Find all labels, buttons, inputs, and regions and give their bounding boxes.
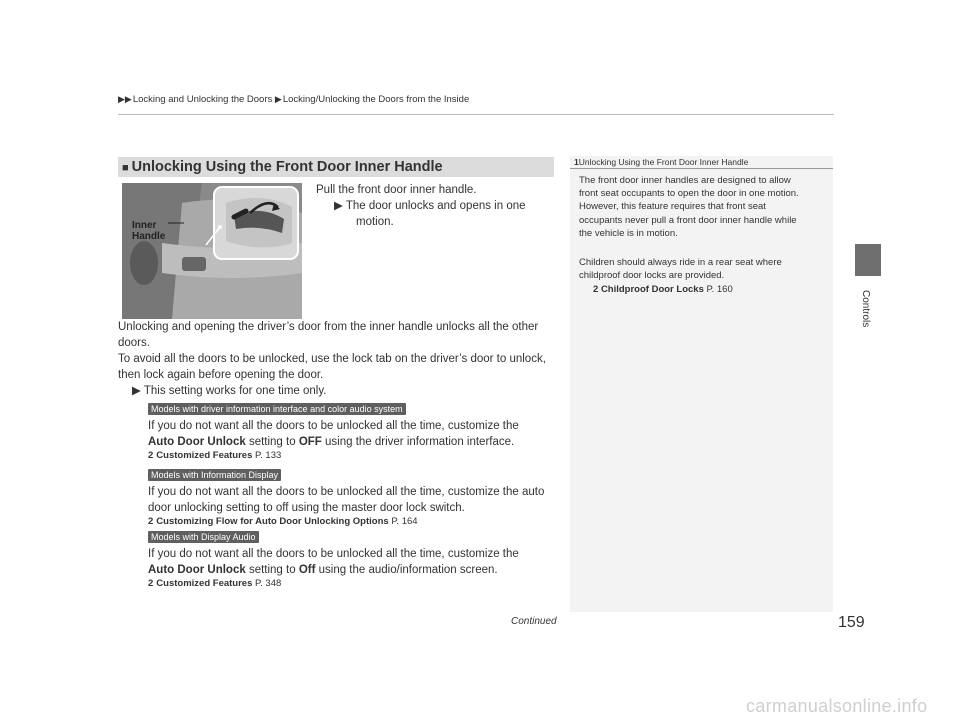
cross-reference-link[interactable] <box>148 578 281 589</box>
result-line: The door unlocks and opens in one <box>345 200 526 212</box>
note-line: the vehicle is in motion. <box>579 227 678 239</box>
xref-icon: 2 <box>148 450 154 461</box>
xref-title: Customizing Flow for Auto Door Unlocking Options <box>156 516 389 527</box>
variant-line: If you do not want all the doors to be unlocked all the time, customize the <box>148 548 519 560</box>
note-title-text: Unlocking Using the Front Door Inner Handle <box>578 157 749 167</box>
variant-line <box>148 434 514 450</box>
chapter-tab-text: Controls <box>860 290 871 328</box>
breadcrumb <box>118 94 469 105</box>
xref-title: Childproof Door Locks <box>600 284 704 295</box>
setting-value: Off <box>298 564 316 576</box>
note-line: The front door inner handles are designed to allow <box>579 175 791 186</box>
door-handle-illustration <box>122 183 302 319</box>
model-badge: Models with driver information interface and color audio system <box>148 403 406 415</box>
paragraph-line: To avoid all the doors to be unlocked, use the lock tab on the driver’s door to unlock, <box>118 353 546 365</box>
xref-icon: 2 <box>148 516 154 527</box>
note-line: childproof door locks are provided. <box>579 270 725 282</box>
setting-name: Auto Door Unlock <box>148 436 246 448</box>
header-divider <box>118 114 834 115</box>
result-line-continued: motion. <box>356 216 394 228</box>
xref-title: Customized Features <box>156 450 253 461</box>
result-line: This setting works for one time only. <box>143 385 327 397</box>
breadcrumb-item[interactable]: Locking/Unlocking the Doors from the Inside <box>282 94 470 105</box>
cross-reference-link[interactable] <box>148 450 281 461</box>
watermark: carmanualsonline.info <box>746 696 928 716</box>
breadcrumb-arrow-icon: ▶ <box>274 94 282 104</box>
variant-line: door unlocking setting to off using the master door lock switch. <box>148 502 465 514</box>
note-title <box>574 157 748 167</box>
result-arrow-icon: ▶ <box>334 200 343 212</box>
xref-page: P. 133 <box>255 450 282 461</box>
model-badge: Models with Information Display <box>148 469 281 481</box>
xref-page: P. 164 <box>391 516 418 527</box>
paragraph-line: then lock again before opening the door. <box>118 369 324 381</box>
paragraph-line: Unlocking and opening the driver’s door from the inner handle unlocks all the other <box>118 321 539 333</box>
callout-line: Handle <box>132 231 166 242</box>
instruction-result <box>334 198 526 214</box>
variant-line: If you do not want all the doors to be unlocked all the time, customize the <box>148 420 519 432</box>
breadcrumb-item[interactable]: Locking and Unlocking the Doors <box>132 94 273 105</box>
chapter-tab-label <box>847 282 887 362</box>
text-fragment: using the driver information interface. <box>321 436 515 448</box>
setting-value: OFF <box>298 436 322 448</box>
note-paragraph <box>579 256 782 282</box>
section-title: Unlocking Using the Front Door Inner Handle <box>131 159 443 175</box>
text-fragment: using the audio/information screen. <box>315 564 498 576</box>
door-panel-drawing <box>122 183 302 319</box>
note-line: However, this feature requires that front seat <box>579 201 766 213</box>
result-arrow-icon: ▶ <box>132 385 141 397</box>
cross-reference-link[interactable] <box>593 283 733 296</box>
xref-icon: 2 <box>593 284 599 295</box>
xref-page: P. 348 <box>255 578 282 589</box>
note-line: occupants never pull a front door inner handle while <box>579 214 797 226</box>
xref-icon: 2 <box>148 578 154 589</box>
setting-name: Auto Door Unlock <box>148 564 246 576</box>
variant-line <box>148 562 498 578</box>
note-divider <box>570 168 833 169</box>
breadcrumb-arrow-icon: ▶▶ <box>118 94 132 104</box>
text-fragment: setting to <box>245 436 299 448</box>
note-paragraph <box>579 174 799 240</box>
paragraph-line: doors. <box>118 337 150 349</box>
chapter-tab-marker <box>855 244 881 276</box>
page-number: 159 <box>838 614 865 631</box>
square-bullet-icon: ■ <box>122 162 129 174</box>
note-line: front seat occupants to open the door in one motion. <box>579 188 799 200</box>
figure-callout-label <box>132 220 165 242</box>
note-line: Children should always ride in a rear seat where <box>579 257 782 268</box>
paragraph-result <box>132 383 326 399</box>
model-badge: Models with Display Audio <box>148 531 259 543</box>
cross-reference-link[interactable] <box>148 516 418 527</box>
xref-page: P. 160 <box>706 284 733 295</box>
variant-line: If you do not want all the doors to be unlocked all the time, customize the auto <box>148 486 545 498</box>
xref-title: Customized Features <box>156 578 253 589</box>
text-fragment: setting to <box>245 564 299 576</box>
instruction-text: Pull the front door inner handle. <box>316 184 477 196</box>
note-marker-icon: 1 <box>574 157 579 167</box>
callout-line: Inner <box>132 220 157 231</box>
section-heading <box>118 157 554 177</box>
continued-label: Continued <box>511 616 557 627</box>
